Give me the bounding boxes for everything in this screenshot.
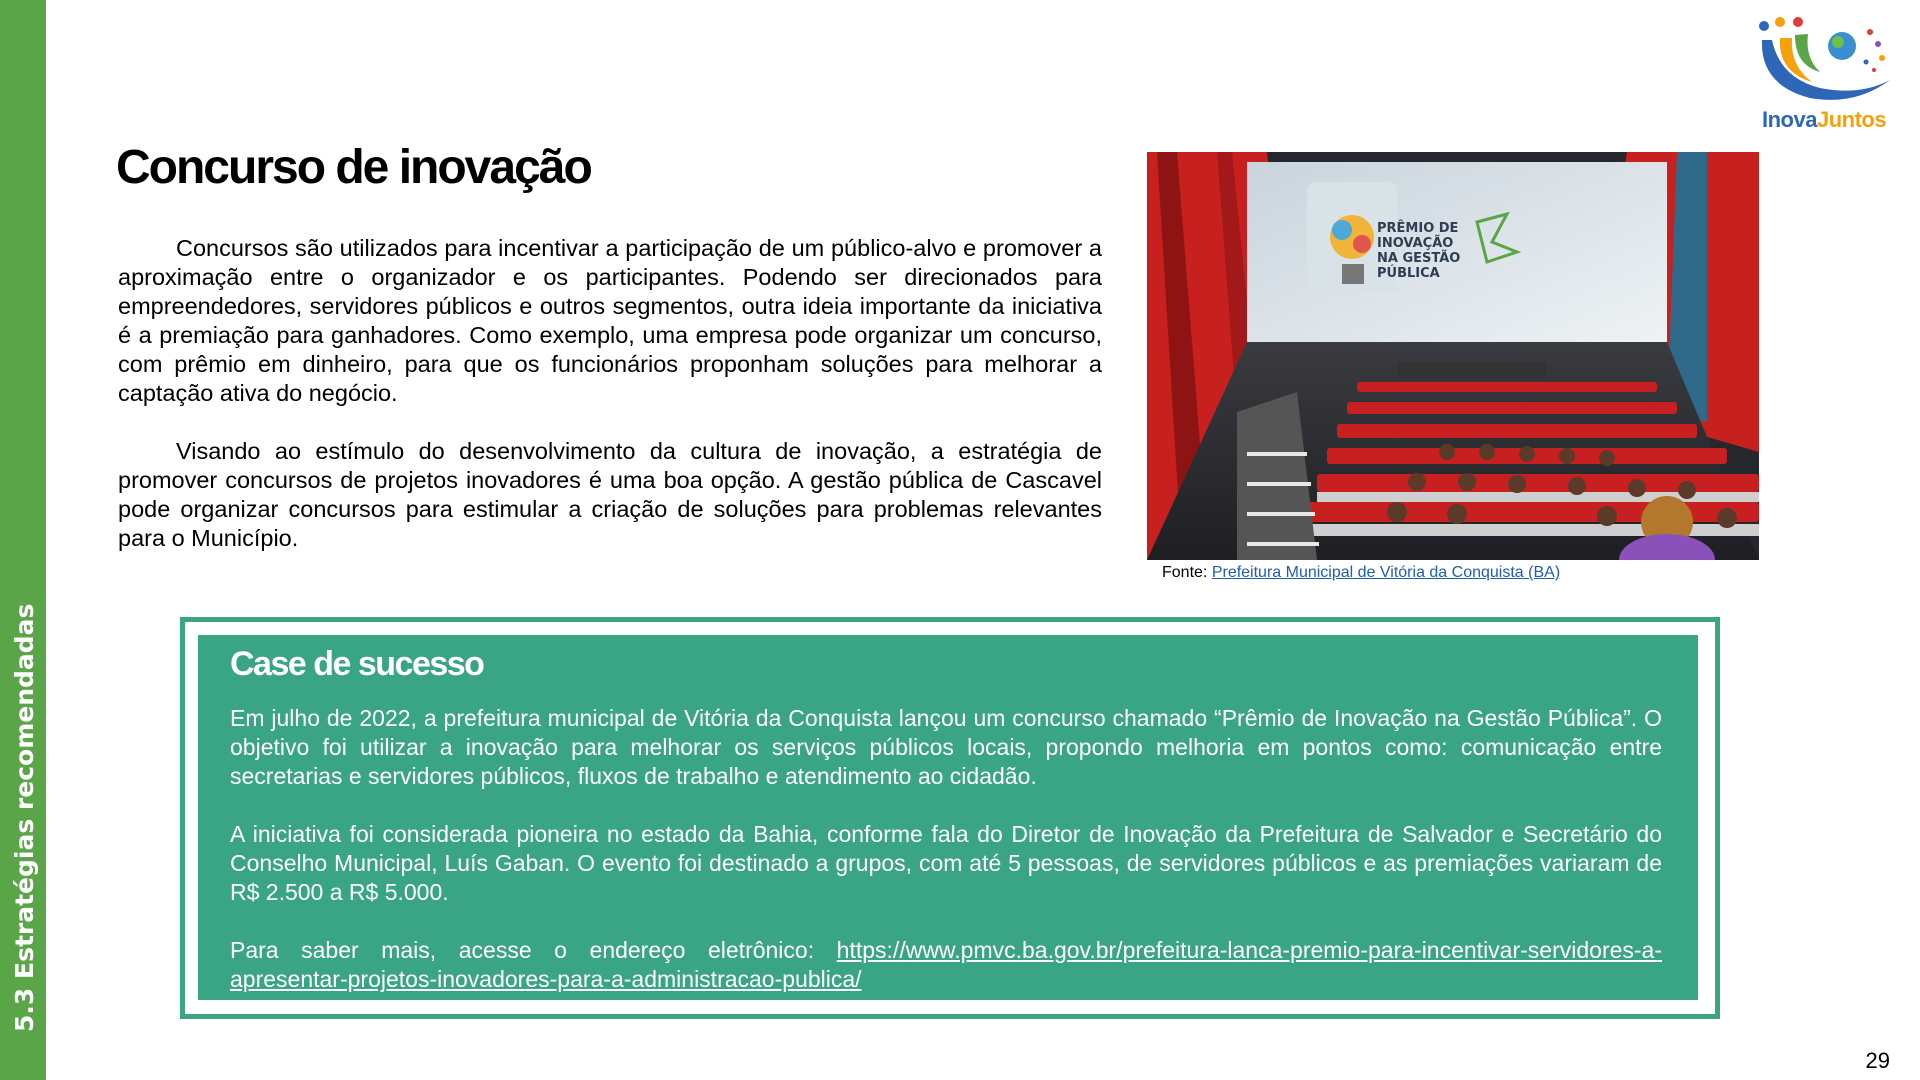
intro-paragraph-2: Visando ao estímulo do desenvolvimento da cultura de inovação, a estratégia de promover concursos de projetos inovadores é uma boa opção. A gestão pública de Cascavel pode organizar concursos para estimular a criação de soluções para problemas relevantes para o Município. [118, 438, 1102, 551]
caption-prefix: Fonte: [1162, 564, 1212, 581]
caption-source-link[interactable]: Prefeitura Municipal de Vitória da Conquista (BA) [1211, 564, 1561, 581]
photo-caption [1162, 564, 1560, 582]
logo-word-juntos: Juntos [1816, 107, 1887, 132]
page-number: 29 [1865, 1048, 1890, 1073]
event-photo [1147, 152, 1759, 560]
intro-text [118, 234, 1102, 582]
screen-line-3: NA GESTÃO [1377, 251, 1461, 266]
logo-word-inova: Inova [1762, 107, 1817, 132]
case-more-info [230, 936, 1662, 994]
intro-paragraph-1: Concursos são utilizados para incentivar a participação de um público-alvo e promover a aproximação entre o organizador e os participantes. Podendo ser direcionados para empreendedores, servidores públicos e outros segmentos, outra ideia importante da iniciativa é a premiação para ganhadores. Como exemplo, uma empresa pode organizar um concurso, com prêmio em dinheiro, para que os funcionários proponham soluções para melhorar a captação ativa do negócio. [118, 235, 1102, 406]
screen-line-1: PRÊMIO DE [1377, 221, 1459, 236]
case-paragraph-2: A iniciativa foi considerada pioneira no estado da Bahia, conforme fala do Diretor de Inovação da Prefeitura de Salvador e Secretário do Conselho Municipal, Luís Gaban. O evento foi destinado a grupos, com até 5 pessoas, de servidores públicos e as premiações variaram de R$ 2.500 a R$ 5.000. [230, 821, 1662, 905]
screen-line-4: PÚBLICA [1377, 266, 1440, 281]
case-paragraph-1: Em julho de 2022, a prefeitura municipal de Vitória da Conquista lançou um concurso chamado “Prêmio de Inovação na Gestão Pública”. O objetivo foi utilizar a inovação para melhorar os serviços públicos locais, propondo melhoria em pontos como: comunicação entre secretarias e servidores públicos, fluxos de trabalho e atendimento ao cidadão. [230, 705, 1662, 789]
case-more-prefix: Para saber mais, acesse o endereço eletrônico: [230, 937, 837, 963]
page-title: Concurso de inovação [116, 141, 591, 194]
screen-line-2: INOVAÇÃO [1377, 236, 1454, 251]
cinema-photo-illustration [1147, 152, 1759, 560]
case-more-link[interactable]: https://www.pmvc.ba.gov.br/prefeitura-lanca-premio-para-incentivar-servidores-a-apresentar-projetos-inovadores-para-a-administracao-publica/ [230, 937, 1662, 992]
logo-emblem-icon [1750, 10, 1910, 110]
case-title: Case de sucesso [230, 645, 484, 683]
sidebar-section-label: 5.3 Estratégias recomendadas [10, 603, 39, 1032]
case-box [198, 635, 1698, 1000]
logo-wordmark [1762, 107, 1886, 133]
inovajuntos-logo [1750, 10, 1910, 138]
case-body [230, 704, 1662, 994]
